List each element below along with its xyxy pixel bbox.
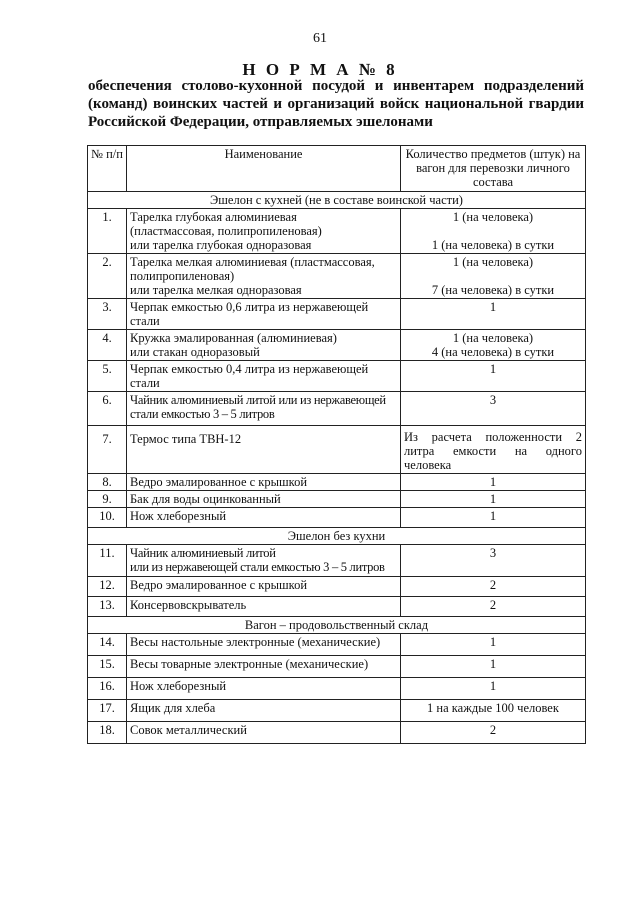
row-num: 12.: [88, 577, 127, 597]
row-name: Весы настольные электронные (механические): [127, 634, 401, 656]
page-number: 61: [313, 31, 327, 46]
row-qty: 1: [401, 491, 586, 508]
table-row: [88, 577, 586, 597]
section-row: [88, 617, 586, 634]
row-name: Бак для воды оцинкованный: [127, 491, 401, 508]
table-row: [88, 634, 586, 656]
row-name-line: или тарелка мелкая одноразовая: [130, 283, 302, 297]
row-num: 5.: [88, 361, 127, 392]
table-row: [88, 491, 586, 508]
row-qty: [401, 209, 586, 254]
row-qty: [401, 330, 586, 361]
row-qty: 1: [401, 508, 586, 528]
section-row: [88, 528, 586, 545]
row-num: 3.: [88, 299, 127, 330]
row-name: Консервовскрыватель: [127, 597, 401, 617]
table-row: [88, 361, 586, 392]
row-qty: 1: [401, 299, 586, 330]
row-name-line: полипропиленовая): [130, 269, 235, 283]
row-qty: 1: [401, 634, 586, 656]
table-row: [88, 545, 586, 577]
row-qty-line: 1 (на человека): [452, 331, 534, 345]
header-name: Наименование: [127, 146, 401, 192]
row-qty: [401, 254, 586, 299]
row-name: [127, 545, 401, 577]
table-row: [88, 254, 586, 299]
row-name: Термос типа ТВН-12: [127, 426, 401, 474]
row-qty: 2: [401, 577, 586, 597]
table-row: [88, 209, 586, 254]
row-name-line: Чайник алюминиевый литой или из нержавеющей: [130, 393, 386, 407]
row-num: 11.: [88, 545, 127, 577]
section-title: Эшелон с кухней (не в составе воинской части): [88, 192, 586, 209]
row-qty: 3: [401, 545, 586, 577]
table-header-row: [88, 146, 586, 192]
row-name-line: Тарелка мелкая алюминиевая (пластмассовая,: [130, 255, 375, 269]
section-title: Эшелон без кухни: [88, 528, 586, 545]
row-num: 18.: [88, 722, 127, 744]
row-num: 9.: [88, 491, 127, 508]
row-num: 6.: [88, 392, 127, 426]
row-qty-line: 4 (на человека) в сутки: [431, 345, 555, 359]
row-num: 16.: [88, 678, 127, 700]
row-qty: 1: [401, 474, 586, 491]
section-title: Вагон – продовольственный склад: [88, 617, 586, 634]
row-name: Нож хлеборезный: [127, 678, 401, 700]
row-num: 14.: [88, 634, 127, 656]
row-qty: 1: [401, 678, 586, 700]
row-num: 8.: [88, 474, 127, 491]
row-qty: 1 на каждые 100 человек: [401, 700, 586, 722]
row-name-line: стали: [130, 376, 160, 390]
row-name-line: Тарелка глубокая алюминиевая: [130, 210, 297, 224]
row-num: 1.: [88, 209, 127, 254]
row-name-line: стали емкостью 3 – 5 литров: [130, 407, 275, 421]
row-name: [127, 254, 401, 299]
table-row: [88, 508, 586, 528]
row-num: 4.: [88, 330, 127, 361]
row-num: 15.: [88, 656, 127, 678]
norm-table: [87, 145, 586, 744]
row-qty: 2: [401, 722, 586, 744]
row-qty-line: 1 (на человека): [452, 210, 534, 224]
header-num: № п/п: [88, 146, 127, 192]
table-row: [88, 474, 586, 491]
row-name: [127, 209, 401, 254]
row-num: 7.: [88, 426, 127, 474]
row-name: Весы товарные электронные (механические): [127, 656, 401, 678]
header-qty: Количество предметов (штук) на вагон для перевозки личного состава: [401, 146, 586, 192]
table-row: [88, 722, 586, 744]
row-name-line: или тарелка глубокая одноразовая: [130, 238, 312, 252]
row-name-line: или стакан одноразовый: [130, 345, 260, 359]
row-name-line: Кружка эмалированная (алюминиевая): [130, 331, 337, 345]
row-name: Ведро эмалированное с крышкой: [127, 577, 401, 597]
row-qty-line: 1 (на человека) в сутки: [431, 238, 555, 252]
table-row: [88, 597, 586, 617]
row-qty-line: 7 (на человека) в сутки: [431, 283, 555, 297]
table-row: [88, 299, 586, 330]
row-qty: 2: [401, 597, 586, 617]
row-name-line: Черпак емкостью 0,6 литра из нержавеющей: [130, 300, 369, 314]
row-name-line: Чайник алюминиевый литой: [130, 546, 276, 560]
row-name: Ящик для хлеба: [127, 700, 401, 722]
row-qty: 3: [401, 392, 586, 426]
row-num: 10.: [88, 508, 127, 528]
row-name-line: Черпак емкостью 0,4 литра из нержавеющей: [130, 362, 369, 376]
row-qty: 1: [401, 656, 586, 678]
row-num: 17.: [88, 700, 127, 722]
row-name: Ведро эмалированное с крышкой: [127, 474, 401, 491]
row-name: Нож хлеборезный: [127, 508, 401, 528]
row-qty-line: 1 (на человека): [452, 255, 534, 269]
document-title: Н О Р М А № 8: [242, 60, 398, 79]
row-name: [127, 361, 401, 392]
table-row: [88, 330, 586, 361]
row-name: [127, 330, 401, 361]
row-qty: Из расчета положенности 2 литра емкости на одного человека: [401, 426, 586, 474]
row-name: Совок металлический: [127, 722, 401, 744]
table-row: [88, 426, 586, 474]
section-row: [88, 192, 586, 209]
table-row: [88, 392, 586, 426]
table-row: [88, 678, 586, 700]
row-name-line: или из нержавеющей стали емкостью 3 – 5 литров: [130, 560, 385, 574]
row-name: [127, 299, 401, 330]
row-name: [127, 392, 401, 426]
row-name-line: (пластмассовая, полипропиленовая): [130, 224, 322, 238]
row-name-line: стали: [130, 314, 160, 328]
row-num: 2.: [88, 254, 127, 299]
table-row: [88, 700, 586, 722]
table-row: [88, 656, 586, 678]
document-subtitle: обеспечения столово-кухонной посудой и инвентарем подразделений (команд) воинских частей и организаций войск национальной гвардии Российской Федерации, отправляемых эшелонами: [88, 78, 584, 130]
row-qty: 1: [401, 361, 586, 392]
row-num: 13.: [88, 597, 127, 617]
